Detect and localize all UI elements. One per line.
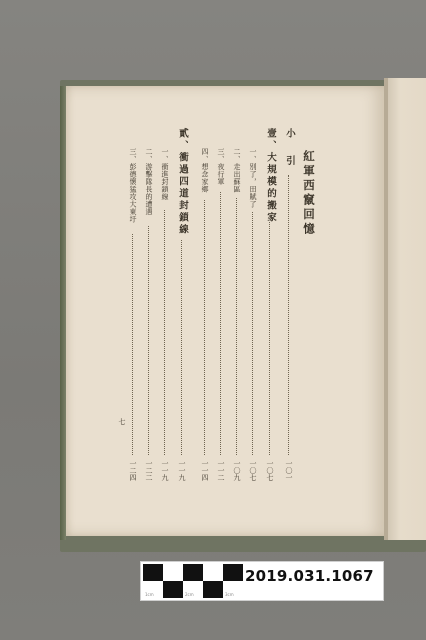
scale-mark-1cm: 1cm <box>145 592 154 597</box>
part-heading: 貳、衝過四道封鎖線 <box>177 128 188 236</box>
scale-mark-3cm: 3cm <box>225 592 234 597</box>
leader-dots <box>164 210 166 455</box>
page-number: 一二四 <box>129 460 137 481</box>
facing-page-edge <box>386 78 426 540</box>
leader-dots <box>204 200 206 455</box>
book-page <box>66 86 386 536</box>
chapter-entry: 四、想念家鄉 <box>201 148 209 193</box>
prologue-label: 小引 <box>284 128 295 183</box>
scale-bar <box>143 564 243 598</box>
page-gutter <box>384 78 388 540</box>
page-number: 一二二 <box>145 460 153 481</box>
page-number: 一一九 <box>178 460 186 481</box>
chapter-entry: 二、游擊隊長的遭遇 <box>145 148 153 216</box>
page-number: 一〇七 <box>266 460 274 481</box>
page-number: 一〇九 <box>233 460 241 481</box>
leader-dots <box>269 222 271 455</box>
scale-mark-2cm: 2cm <box>185 592 194 597</box>
leader-dots <box>220 192 222 455</box>
folio-page-number: 七 <box>118 418 126 425</box>
chapter-entry: 一、衝進封鎖線 <box>161 148 169 201</box>
page-number: 一〇七 <box>249 460 257 481</box>
chapter-entry: 一、別了，田賦了 <box>249 148 257 208</box>
accession-label <box>140 561 384 601</box>
leader-dots <box>288 175 290 455</box>
leader-dots <box>252 212 254 455</box>
chapter-entry: 三、彭德懷猛攻大東圩 <box>129 148 137 223</box>
leader-dots <box>181 240 183 455</box>
page-number: 一一四 <box>201 460 209 481</box>
leader-dots <box>132 234 134 455</box>
leader-dots <box>148 226 150 455</box>
page-number: 一〇一 <box>285 460 293 481</box>
leader-dots <box>236 198 238 455</box>
book-title: 紅軍西竄回憶 <box>302 150 316 237</box>
accession-number: 2019.031.1067 <box>245 567 374 585</box>
part-heading: 壹、大規模的搬家 <box>265 128 276 224</box>
page-number: 一一二 <box>217 460 225 481</box>
chapter-entry: 三、夜行軍 <box>217 148 225 186</box>
page-number: 一一九 <box>161 460 169 481</box>
chapter-entry: 二、走出蘇區 <box>233 148 241 193</box>
